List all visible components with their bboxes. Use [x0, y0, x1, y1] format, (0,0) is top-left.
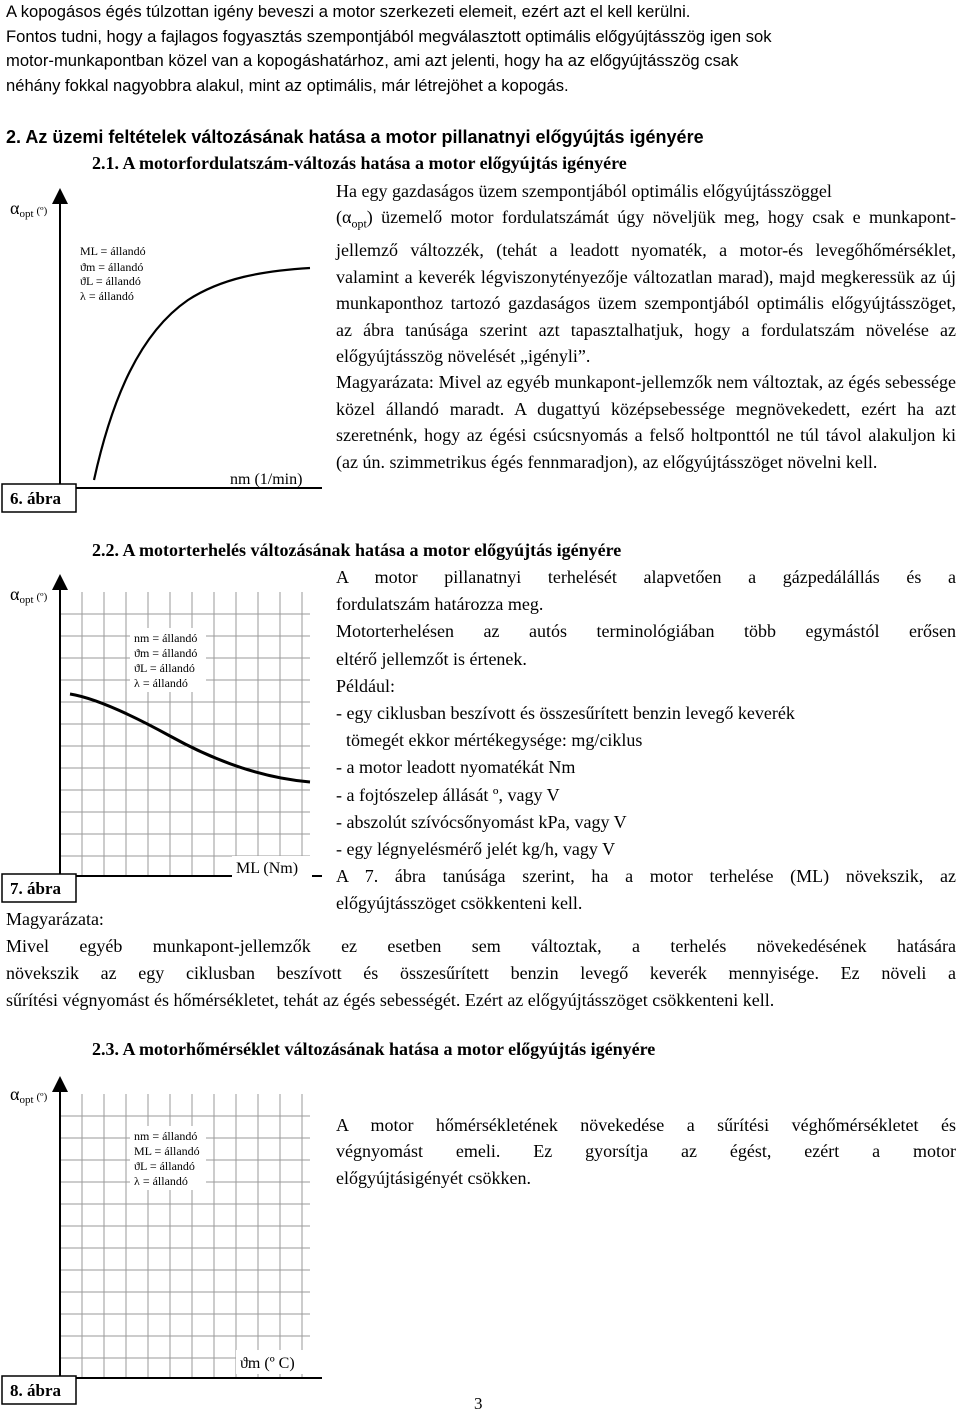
- s22-line: - a motor leadott nyomatékát Nm: [336, 757, 576, 778]
- legend-line: λ = állandó: [80, 289, 134, 303]
- intro-line: néhány fokkal nagyobbra alakul, mint az optimális, már létrejöhet a kopogás.: [6, 75, 569, 95]
- legend-line: nm = állandó: [134, 1129, 198, 1143]
- section-2-2-explanation: [6, 906, 956, 1014]
- s23-line: A motor hőmérsékletének növekedése a sűrítési véghőmérsékletet és: [336, 1115, 956, 1135]
- figure-caption: 7. ábra: [10, 879, 61, 898]
- s22-line: eltérő jellemzőt is értenek.: [336, 648, 527, 669]
- s22-line: - abszolút szívócsőnyomást kPa, vagy V: [336, 811, 627, 832]
- section-2-title: 2. Az üzemi feltételek változásának hatása a motor pillanatnyi előgyújtás igényére: [6, 127, 704, 147]
- legend-line: λ = állandó: [134, 676, 188, 690]
- legend-line: ϑL = állandó: [134, 1159, 195, 1173]
- s23-line: előgyújtásigényét csökken.: [336, 1167, 531, 1188]
- s22-line: előgyújtásszöget csökkenteni kell.: [336, 893, 583, 914]
- s22-line: - a fojtószelep állását º, vagy V: [336, 784, 560, 805]
- s22-line: - egy légnyelésmérő jelét kg/h, vagy V: [336, 839, 616, 860]
- section-2-3-title: 2.3. A motorhőmérséklet változásának hatása a motor előgyújtás igényére: [92, 1039, 656, 1059]
- legend-line: λ = állandó: [134, 1174, 188, 1188]
- section-2-3-text: [336, 1112, 956, 1191]
- legend-line: ML = állandó: [134, 1144, 200, 1158]
- intro-line: Fontos tudni, hogy a fajlagos fogyasztás szempontjából megválasztott optimális előgyújtásszög igen sok: [6, 26, 772, 46]
- legend-line: ϑm = állandó: [80, 260, 144, 274]
- para1-first: Ha egy gazdaságos üzem szempontjából optimális előgyújtásszöggel: [336, 181, 832, 201]
- s22-line: tömegét ekkor mértékegysége: mg/ciklus: [346, 730, 643, 751]
- legend-line: ϑm = állandó: [134, 646, 198, 660]
- figure-8: [0, 1068, 330, 1408]
- section-2-1-title: 2.1. A motorfordulatszám-változás hatása a motor előgyújtás igényére: [92, 153, 627, 173]
- section-2-2-text: [336, 564, 956, 918]
- legend-line: nm = állandó: [134, 631, 198, 645]
- alpha-symbol: $(\alpha_{opt})$: [336, 207, 373, 231]
- y-axis-label: αopt (º): [10, 584, 48, 606]
- figure-7: [0, 566, 330, 906]
- s22-line: Motorterhelésen az autós terminológiában több egymástól erősen: [336, 621, 956, 642]
- s22-line: - egy ciklusban beszívott és összesűrített benzin levegő keverék: [336, 703, 795, 724]
- explain-line: Mivel egyéb munkapont-jellemzők ez esetben sem változtak, a terhelés növekedésének hatására: [6, 936, 956, 956]
- para2: Magyarázata: Mivel az egyéb munkapont-jellemzők nem változtak, az égés sebessége közel állandó maradt. A dugattyú középsebessége megnövekedett, ezért ha azt szeretnénk, hogy az égési csúcsnyomás a felső holtponttól ne túl távol alakuljon ki (az ún. szimmetrikus égés fennmaradjon), az előgyújtásszöget növelni kell.: [336, 372, 956, 472]
- explain-label: Magyarázata:: [6, 909, 104, 929]
- explain-line: növekszik az egy ciklusban beszívott és összesűrített benzin levegő keverék mennyisége. Ez növeli a: [6, 963, 956, 983]
- s22-line: fordulatszám határozza meg.: [336, 594, 544, 615]
- section-2-1-text: [336, 178, 956, 475]
- section-2-2-title: 2.2. A motorterhelés változásának hatása a motor előgyújtás igényére: [92, 540, 622, 560]
- figure-6: [0, 178, 330, 518]
- page-number: 3: [474, 1394, 483, 1413]
- para1-rest: $(\alpha_{opt})$ üzemelő motor fordulatszámát úgy növeljük meg, hogy csak e munkapont-jellemző változzék, (tehát a leadott nyomaték, a motor-és levegőhőmérséklet, valamint a keverék légviszonytényezője változatlan marad), majd megkeressük az új munkaponthoz tartozó gazdaságos üzem szempontjából optimális előgyújtásszöget, az ábra tanúsága szerint azt tapasztalhatjuk, hogy a fordulatszám növelése az előgyújtásszög növelését „igényli”.: [336, 207, 957, 367]
- curve: [70, 694, 310, 782]
- x-axis-label: ϑm (º C): [240, 1355, 295, 1372]
- legend-line: ϑL = állandó: [80, 274, 141, 288]
- intro-line: motor-munkapontban közel van a kopogáshatárhoz, ami azt jelenti, hogy ha az előgyújtásszög csak: [6, 51, 739, 70]
- s22-line: A motor pillanatnyi terhelését alapvetően a gázpedálállás és a: [336, 567, 956, 587]
- legend-line: ϑL = állandó: [134, 661, 195, 675]
- x-axis-label: ML (Nm): [236, 860, 299, 877]
- x-axis-label: nm (1/min): [230, 471, 303, 488]
- y-axis-label: αopt (º): [10, 1084, 48, 1106]
- y-axis-label: αopt (º): [10, 198, 48, 220]
- intro-line: A kopogásos égés túlzottan igény beveszi a motor szerkezeti elemeit, ezért azt el kell kerülni.: [6, 2, 691, 21]
- figure-caption: 8. ábra: [10, 1381, 61, 1400]
- figure-caption: 6. ábra: [10, 489, 61, 508]
- s22-line: A 7. ábra tanúsága szerint, ha a motor terhelése (ML) növekszik, az: [336, 866, 956, 887]
- explain-line: sűrítési végnyomást és hőmérsékletet, tehát az égés sebességét. Ezért az előgyújtásszöget csökkenteni kell.: [6, 990, 775, 1010]
- s23-line: végnyomást emeli. Ez gyorsítja az égést, ezért a motor: [336, 1141, 956, 1162]
- s22-line: Például:: [336, 675, 395, 696]
- intro-text: [6, 0, 956, 98]
- legend-line: ML = állandó: [80, 244, 146, 258]
